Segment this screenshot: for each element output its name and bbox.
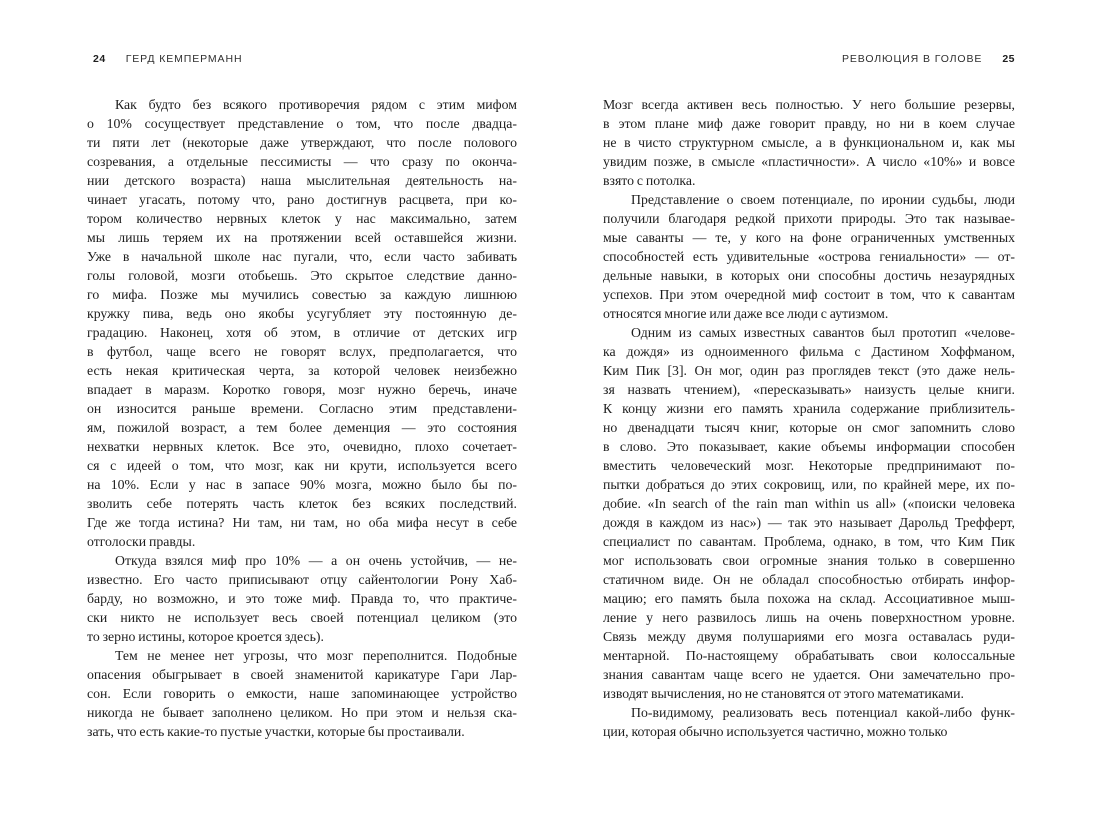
paragraph — [87, 95, 517, 551]
text-line: Откуда взялся миф про 10% — а он очень устойчив, — не- — [115, 553, 517, 568]
paragraph — [87, 551, 517, 646]
text-line: Тем не менее нет угрозы, что мозг переполнится. Подобные — [115, 648, 517, 663]
text-line: ментарной. По-настоящему обрабатывать свои колоссальные — [603, 648, 1015, 663]
text-line: градацию. Наконец, хотя об этом, в отличие от детских игр — [87, 325, 517, 340]
text-line: но двенадцати тысяч книг, которые он смог запомнить слово — [603, 420, 1015, 435]
text-line: ка дождя» из одноименного фильма с Дастином Хоффманом, — [603, 344, 1015, 359]
text-line: получили благодаря редкой прихоти природы. Это так называе- — [603, 211, 1015, 226]
text-line: мые саванты — те, у кого на фоне ограниченных умственных — [603, 230, 1015, 245]
text-line: сон. Если говорить о емкости, наше запоминающее устройство — [87, 686, 517, 701]
text-line: статичном виде. Он не обладал способностью отбирать инфор- — [603, 572, 1015, 587]
text-line: увидим позже, в смысле «пластичности». А число «10%» и вовсе — [603, 154, 1015, 169]
text-line: в этом плане миф даже говорит правду, но ни в коем случае — [603, 116, 1015, 131]
paragraph — [603, 95, 1015, 190]
text-line: зя назвать чтением), «пересказывать» наизусть целые книги. — [603, 382, 1015, 397]
text-line: мог использовать свои огромные знания только в совершенно — [603, 553, 1015, 568]
paragraph — [603, 190, 1015, 323]
text-line: никогда не бывает заполнено целиком. Но при этом и нельзя ска- — [87, 705, 517, 720]
text-line: Уже в начальной школе нас пугали, что, если часто забивать — [87, 249, 517, 264]
text-line: дельные навыки, в которых они способны достичь незаурядных — [603, 268, 1015, 283]
text-line: ции, которая обычно используется частично, можно только — [603, 724, 948, 739]
text-line: чинает угасать, потому что, рано достигнув расцвета, при ко- — [87, 192, 517, 207]
text-line: созревания, а отдельные пессимисты — что сразу по оконча- — [87, 154, 517, 169]
text-line: голы головой, мозги отобьешь. Это скрытое следствие данно- — [87, 268, 517, 283]
text-line: тором количество нервных клеток у нас максимально, затем — [87, 211, 517, 226]
text-line: мы лишь теряем их на протяжении всей оставшейся жизни. — [87, 230, 517, 245]
text-line: зволить себе потерять часть клеток без всяких последствий. — [87, 496, 517, 511]
text-line: на 10%. Если у нас в запасе 90% мозга, можно было бы по- — [87, 477, 517, 492]
text-line: способностей есть удивительные «острова гениальности» — от- — [603, 249, 1015, 264]
text-line: взято с потолка. — [603, 173, 696, 188]
running-head-left — [87, 53, 517, 65]
text-line: Ким Пик [3]. Он мог, один раз проглядев текст (это даже нель- — [603, 363, 1015, 378]
text-line: Представление о своем потенциале, по иронии судьбы, люди — [631, 192, 1015, 207]
text-line: он износится раньше времени. Согласно этим представлени- — [87, 401, 517, 416]
text-line: пытки добраться до этих сокровищ, или, по крайней мере, их по- — [603, 477, 1015, 492]
running-head-title-left: ГЕРД КЕМПЕРМАНН — [125, 53, 243, 65]
text-line: успехов. При этом очередной миф состоит в том, что к савантам — [603, 287, 1015, 302]
text-line: Как будто без всякого противоречия рядом с этим мифом — [115, 97, 517, 112]
text-line: отголоски правды. — [87, 534, 196, 549]
left-page — [87, 53, 517, 741]
text-line: известно. Его часто приписывают отцу сайентологии Рону Хаб- — [87, 572, 517, 587]
page-number-right: 25 — [1002, 53, 1015, 65]
text-line: знания савантам чаще всего не удается. Они замечательно про- — [603, 667, 1015, 682]
text-line: К концу жизни его память хранила содержание приблизитель- — [603, 401, 1015, 416]
text-line: в слово. Это показывает, какие объемы информации способен — [603, 439, 1015, 454]
running-head-right — [603, 53, 1015, 65]
text-line: не в чисто структурном смысле, а в функциональном и, как мы — [603, 135, 1015, 150]
paragraph — [87, 646, 517, 741]
text-line: опасения обыгрывает в своей знаменитой карикатуре Гари Лар- — [87, 667, 517, 682]
text-line: го мифа. Позже мы мучились совестью за каждую лишнюю — [87, 287, 517, 302]
text-line: нии детского возраста) наша мыслительная деятельность на- — [87, 173, 517, 188]
running-head-title-right: РЕВОЛЮЦИЯ В ГОЛОВЕ — [841, 53, 983, 65]
text-line: нехватки нервных клеток. Все это, очевидно, плохо сочетает- — [87, 439, 517, 454]
page-body-left — [87, 95, 517, 741]
text-line: дождя в каждом из нас») — так это называет Дарольд Трефферт, — [603, 515, 1015, 530]
text-line: Где же тогда истина? Ни там, ни там, но оба мифа несут в себе — [87, 515, 517, 530]
text-line: добие. «In search of the rain man within us all» («поиски человека — [603, 496, 1015, 511]
page-body-right — [603, 95, 1015, 741]
paragraph — [603, 703, 1015, 741]
text-line: в футбол, чаще всего не говорят вслух, предполагается, что — [87, 344, 517, 359]
text-line: Связь между двумя полушариями его мозга оставалась руди- — [603, 629, 1015, 644]
text-line: то зерно истины, которое кроется здесь). — [87, 629, 324, 644]
paragraph — [603, 323, 1015, 703]
text-line: вместить человеческий мозг. Некоторые предпринимают по- — [603, 458, 1015, 473]
text-line: ти пяти лет (некоторые даже утверждают, что после полового — [87, 135, 517, 150]
text-line: ски никто не использует весь своей потенциал целиком (это — [87, 610, 517, 625]
right-page — [603, 53, 1015, 741]
text-line: изводят вычисления, но не становятся от этого математиками. — [603, 686, 964, 701]
text-line: По-видимому, реализовать весь потенциал какой-либо функ- — [631, 705, 1015, 720]
text-line: зать, что есть какие-то пустые участки, которые бы простаивали. — [87, 724, 465, 739]
text-line: ление у него развилось лишь на очень поверхностном уровне. — [603, 610, 1015, 625]
text-line: барду, но возможно, и это тоже миф. Правда то, что практиче- — [87, 591, 517, 606]
text-line: впадает в маразм. Коротко говоря, мозг нужно беречь, иначе — [87, 382, 517, 397]
page-number-left: 24 — [93, 53, 106, 65]
text-line: о 10% сосуществует представление о том, что после двадца- — [87, 116, 517, 131]
text-line: мацию; его память была похожа на склад. Ассоциативное мыш- — [603, 591, 1015, 606]
text-line: есть некая критическая черта, за которой человек неизбежно — [87, 363, 517, 378]
text-line: относятся многие или даже все люди с аутизмом. — [603, 306, 889, 321]
text-line: ям, пожилой возраст, а тем более деменция — это состояния — [87, 420, 517, 435]
text-line: специалист по савантам. Проблема, однако, в том, что Ким Пик — [603, 534, 1015, 549]
text-line: Мозг всегда активен весь полностью. У него большие резервы, — [603, 97, 1015, 112]
text-line: кружку пива, ведь оно якобы усугубляет эту постоянную де- — [87, 306, 517, 321]
text-line: ся с идеей о том, что мозг, как ни крути, используется всего — [87, 458, 517, 473]
text-line: Одним из самых известных савантов был прототип «челове- — [631, 325, 1015, 340]
